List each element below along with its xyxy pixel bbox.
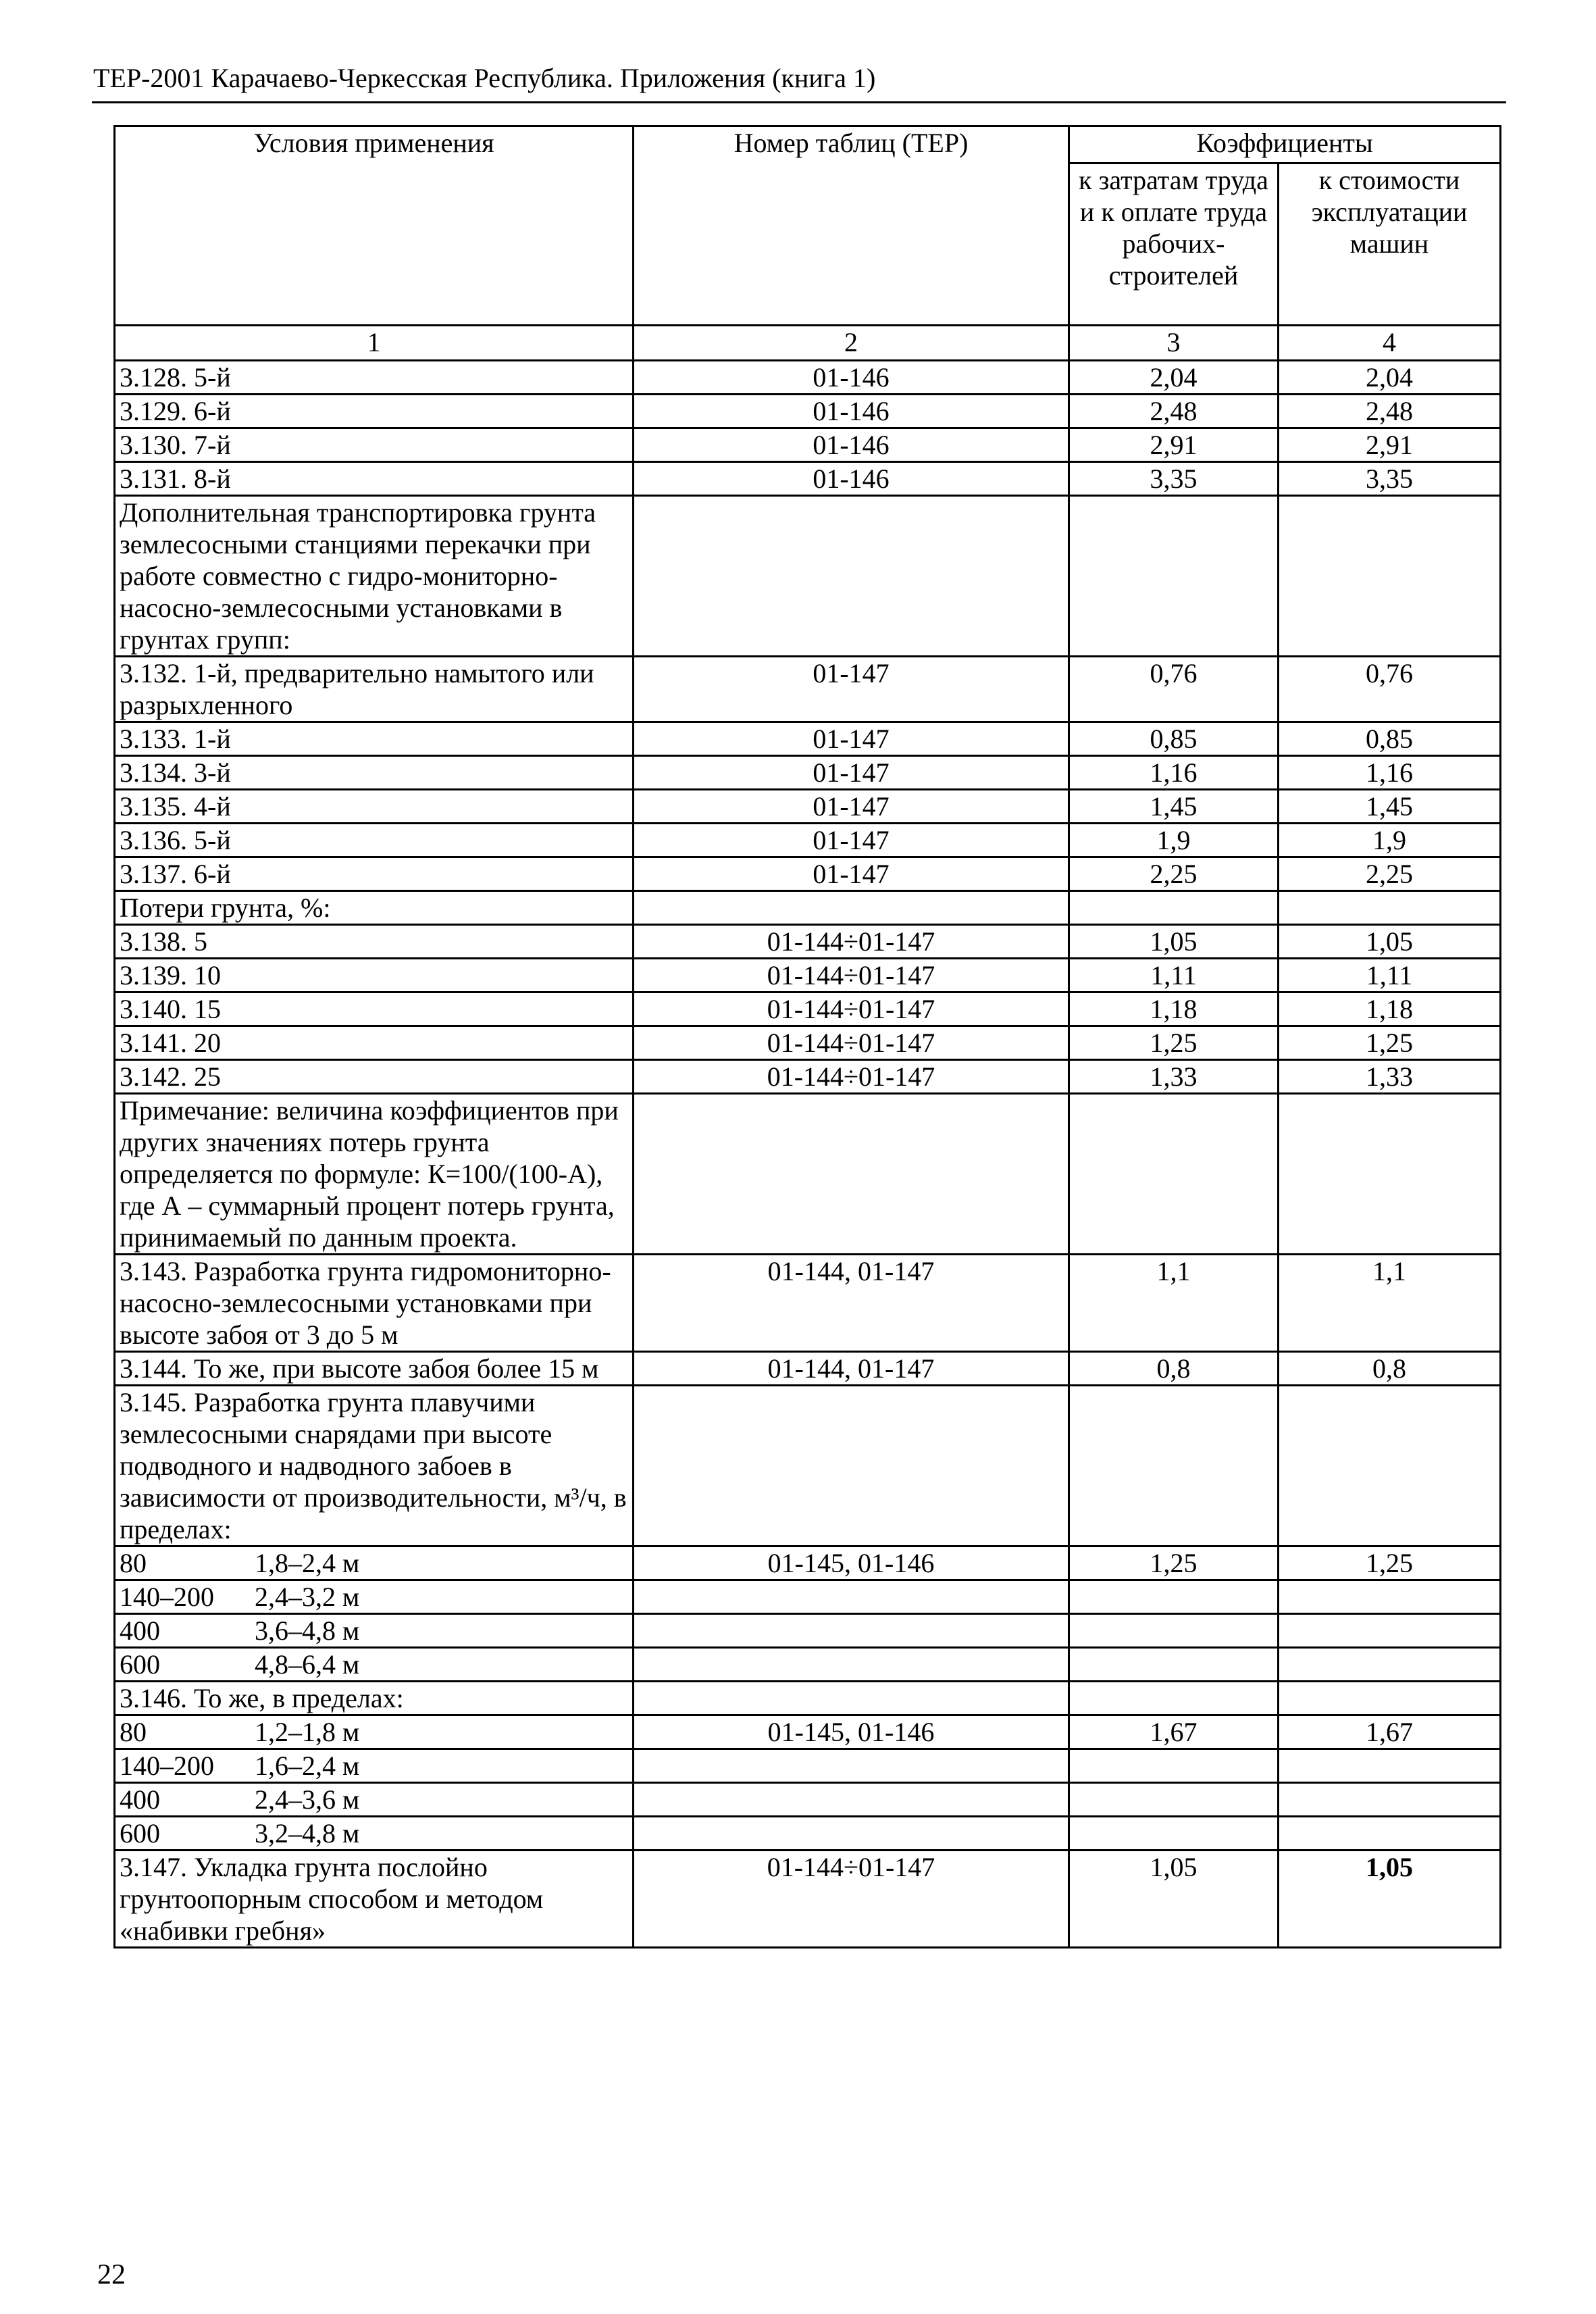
table-row [115,657,1501,722]
labor-coefficient-cell [1069,1783,1279,1817]
table-number-cell [634,1783,1069,1817]
machine-coefficient-cell: 2,91 [1279,428,1501,462]
machine-coefficient-cell: 1,33 [1279,1060,1501,1094]
table-row [115,1783,1501,1817]
productivity-value: 400 [120,1784,160,1815]
labor-coefficient-cell: 2,04 [1069,361,1279,395]
machine-coefficient-cell [1279,1386,1501,1546]
header-divider [92,101,1506,103]
face-height-range: 1,8–2,4 м [255,1548,360,1578]
table-row [115,1614,1501,1648]
machine-coefficient-cell: 1,67 [1279,1715,1501,1749]
condition-cell: 3.129. 6-й [115,395,634,428]
table-number-cell [634,1648,1069,1682]
table-number-cell: 01-145, 01-146 [634,1715,1069,1749]
labor-coefficient-cell: 1,25 [1069,1546,1279,1580]
condition-cell: 3.138. 5 [115,925,634,959]
labor-coefficient-cell: 1,25 [1069,1026,1279,1060]
column-number: 1 [115,326,634,361]
labor-coefficient-cell [1069,1580,1279,1614]
labor-coefficient-cell: 1,67 [1069,1715,1279,1749]
header-conditions: Условия применения [115,126,634,326]
table-number-cell: 01-144, 01-147 [634,1352,1069,1386]
labor-coefficient-cell [1069,1682,1279,1715]
machine-coefficient-cell [1279,1580,1501,1614]
condition-cell: 3.141. 20 [115,1026,634,1060]
productivity-value: 600 [120,1649,160,1680]
labor-coefficient-cell [1069,1094,1279,1255]
face-height-range: 2,4–3,2 м [255,1582,360,1612]
table-row [115,992,1501,1026]
table-row [115,756,1501,790]
condition-cell: 3.132. 1-й, предварительно намытого или разрыхленного [115,657,634,722]
table-row [115,1749,1501,1783]
machine-coefficient-cell: 1,45 [1279,790,1501,824]
labor-coefficient-cell: 1,18 [1069,992,1279,1026]
table-number-cell [634,891,1069,925]
table-row [115,790,1501,824]
table-row [115,1352,1501,1386]
column-number: 3 [1069,326,1279,361]
condition-cell: 3.142. 25 [115,1060,634,1094]
table-row [115,1851,1501,1948]
labor-coefficient-cell: 1,9 [1069,824,1279,857]
labor-coefficient-cell: 0,85 [1069,722,1279,756]
condition-cell [115,1783,634,1817]
table-number-cell: 01-144÷01-147 [634,992,1069,1026]
productivity-value: 600 [120,1818,160,1848]
table-number-cell: 01-144÷01-147 [634,1851,1069,1948]
machine-coefficient-cell: 1,9 [1279,824,1501,857]
labor-coefficient-cell [1069,1386,1279,1546]
condition-cell: 3.128. 5-й [115,361,634,395]
table-row [115,395,1501,428]
labor-coefficient-cell: 1,33 [1069,1060,1279,1094]
condition-cell [115,1715,634,1749]
labor-coefficient-cell: 1,16 [1069,756,1279,790]
table-row [115,1648,1501,1682]
table-row [115,1255,1501,1352]
productivity-value: 80 [120,1548,147,1578]
labor-coefficient-cell: 0,8 [1069,1352,1279,1386]
header-coefficients: Коэффициенты [1069,126,1501,164]
table-row [115,1386,1501,1546]
table-number-cell: 01-144, 01-147 [634,1255,1069,1352]
table-number-cell [634,1614,1069,1648]
table-row [115,1817,1501,1851]
table-row [115,1026,1501,1060]
labor-coefficient-cell: 3,35 [1069,462,1279,496]
table-number-cell: 01-144÷01-147 [634,1060,1069,1094]
labor-coefficient-cell [1069,1817,1279,1851]
machine-coefficient-cell [1279,891,1501,925]
table-number-cell [634,1094,1069,1255]
condition-cell: 3.131. 8-й [115,462,634,496]
labor-coefficient-cell [1069,1749,1279,1783]
machine-coefficient-cell: 1,25 [1279,1546,1501,1580]
machine-coefficient-cell: 1,18 [1279,992,1501,1026]
productivity-value: 140–200 [120,1751,214,1781]
table-row [115,428,1501,462]
table-number-cell: 01-144÷01-147 [634,959,1069,992]
machine-coefficient-cell: 1,11 [1279,959,1501,992]
labor-coefficient-cell: 0,76 [1069,657,1279,722]
table-row [115,1682,1501,1715]
labor-coefficient-cell: 2,48 [1069,395,1279,428]
table-number-cell: 01-146 [634,395,1069,428]
face-height-range: 3,6–4,8 м [255,1615,360,1646]
coefficients-table [113,125,1501,1948]
page-header: ТЕР-2001 Карачаево-Черкесская Республика. Приложения (книга 1) [93,63,876,93]
table-number-cell [634,1386,1069,1546]
productivity-value: 80 [120,1717,147,1747]
labor-coefficient-cell [1069,496,1279,657]
condition-cell: 3.146. То же, в пределах: [115,1682,634,1715]
condition-cell [115,1546,634,1580]
condition-cell [115,1817,634,1851]
column-number: 4 [1279,326,1501,361]
table-number-cell: 01-147 [634,657,1069,722]
table-number-cell: 01-147 [634,824,1069,857]
condition-cell: Примечание: величина коэффициентов при других значениях потерь грунта определяется по формуле: К=100/(100-А), где А – суммарный процент потерь грунта, принимаемый по данным проекта. [115,1094,634,1255]
machine-coefficient-cell: 0,76 [1279,657,1501,722]
table-row [115,462,1501,496]
table-number-cell: 01-145, 01-146 [634,1546,1069,1580]
table-row [115,891,1501,925]
machine-coefficient-cell: 3,35 [1279,462,1501,496]
machine-coefficient-cell: 1,16 [1279,756,1501,790]
machine-coefficient-cell [1279,1614,1501,1648]
condition-cell: Дополнительная транспортировка грунта землесосными станциями перекачки при работе совместно с гидро-мониторно-насосно-землесосными установками в грунтах групп: [115,496,634,657]
machine-coefficient-cell: 1,1 [1279,1255,1501,1352]
machine-coefficient-cell [1279,1817,1501,1851]
labor-coefficient-cell: 1,1 [1069,1255,1279,1352]
table-row [115,1580,1501,1614]
table-number-cell [634,1749,1069,1783]
table-row [115,1546,1501,1580]
machine-coefficient-cell: 2,48 [1279,395,1501,428]
condition-cell [115,1614,634,1648]
machine-coefficient-cell: 0,8 [1279,1352,1501,1386]
condition-cell: 3.147. Укладка грунта послойно грунтоопорным способом и методом «набивки гребня» [115,1851,634,1948]
table-number-cell: 01-147 [634,790,1069,824]
labor-coefficient-cell [1069,1614,1279,1648]
header-table-numbers: Номер таблиц (ТЕР) [634,126,1069,326]
machine-coefficient-cell [1279,1648,1501,1682]
labor-coefficient-cell: 1,05 [1069,1851,1279,1948]
header-machine-coefficient: к стоимости эксплуатации машин [1279,164,1501,326]
condition-cell: 3.140. 15 [115,992,634,1026]
machine-coefficient-cell: 1,25 [1279,1026,1501,1060]
table-number-cell: 01-146 [634,361,1069,395]
face-height-range: 3,2–4,8 м [255,1818,360,1848]
machine-coefficient-cell [1279,1094,1501,1255]
table-row [115,1060,1501,1094]
page-number: 22 [97,2259,126,2290]
table-row [115,1094,1501,1255]
table-number-cell [634,1682,1069,1715]
machine-coefficient-cell: 0,85 [1279,722,1501,756]
condition-cell [115,1749,634,1783]
condition-cell: 3.144. То же, при высоте забоя более 15 м [115,1352,634,1386]
machine-coefficient-cell [1279,1749,1501,1783]
table-number-cell: 01-147 [634,857,1069,891]
condition-cell: Потери грунта, %: [115,891,634,925]
header-labor-coefficient: к затратам труда и к оплате труда рабочих-строителей [1069,164,1279,326]
table-row [115,857,1501,891]
machine-coefficient-cell [1279,1682,1501,1715]
labor-coefficient-cell: 1,05 [1069,925,1279,959]
condition-cell: 3.137. 6-й [115,857,634,891]
labor-coefficient-cell: 2,91 [1069,428,1279,462]
table-number-cell: 01-144÷01-147 [634,1026,1069,1060]
face-height-range: 1,6–2,4 м [255,1751,360,1781]
table-row [115,496,1501,657]
table-number-cell [634,1817,1069,1851]
machine-coefficient-cell: 2,25 [1279,857,1501,891]
face-height-range: 4,8–6,4 м [255,1649,360,1680]
table-number-cell: 01-146 [634,462,1069,496]
table-number-cell: 01-147 [634,722,1069,756]
machine-coefficient-cell: 1,05 [1279,1851,1501,1948]
table-row [115,722,1501,756]
machine-coefficient-cell [1279,1783,1501,1817]
labor-coefficient-cell: 1,45 [1069,790,1279,824]
face-height-range: 1,2–1,8 м [255,1717,360,1747]
condition-cell: 3.145. Разработка грунта плавучими землесосными снарядами при высоте подводного и надводного забоев в зависимости от производительности, м³/ч, в пределах: [115,1386,634,1546]
table-number-cell [634,496,1069,657]
condition-cell [115,1580,634,1614]
table-row [115,1715,1501,1749]
table-number-cell [634,1580,1069,1614]
condition-cell: 3.134. 3-й [115,756,634,790]
machine-coefficient-cell: 2,04 [1279,361,1501,395]
condition-cell: 3.135. 4-й [115,790,634,824]
labor-coefficient-cell: 1,11 [1069,959,1279,992]
condition-cell: 3.139. 10 [115,959,634,992]
labor-coefficient-cell: 2,25 [1069,857,1279,891]
table-number-cell: 01-147 [634,756,1069,790]
table-row [115,925,1501,959]
condition-cell: 3.136. 5-й [115,824,634,857]
labor-coefficient-cell [1069,1648,1279,1682]
condition-cell: 3.130. 7-й [115,428,634,462]
face-height-range: 2,4–3,6 м [255,1784,360,1815]
machine-coefficient-cell [1279,496,1501,657]
productivity-value: 400 [120,1615,160,1646]
table-row [115,361,1501,395]
machine-coefficient-cell: 1,05 [1279,925,1501,959]
table-number-cell: 01-146 [634,428,1069,462]
table-row [115,959,1501,992]
condition-cell: 3.143. Разработка грунта гидромониторно-насосно-землесосными установками при высоте забоя от 3 до 5 м [115,1255,634,1352]
condition-cell [115,1648,634,1682]
condition-cell: 3.133. 1-й [115,722,634,756]
table-row [115,824,1501,857]
labor-coefficient-cell [1069,891,1279,925]
column-number: 2 [634,326,1069,361]
productivity-value: 140–200 [120,1582,214,1612]
table-number-cell: 01-144÷01-147 [634,925,1069,959]
